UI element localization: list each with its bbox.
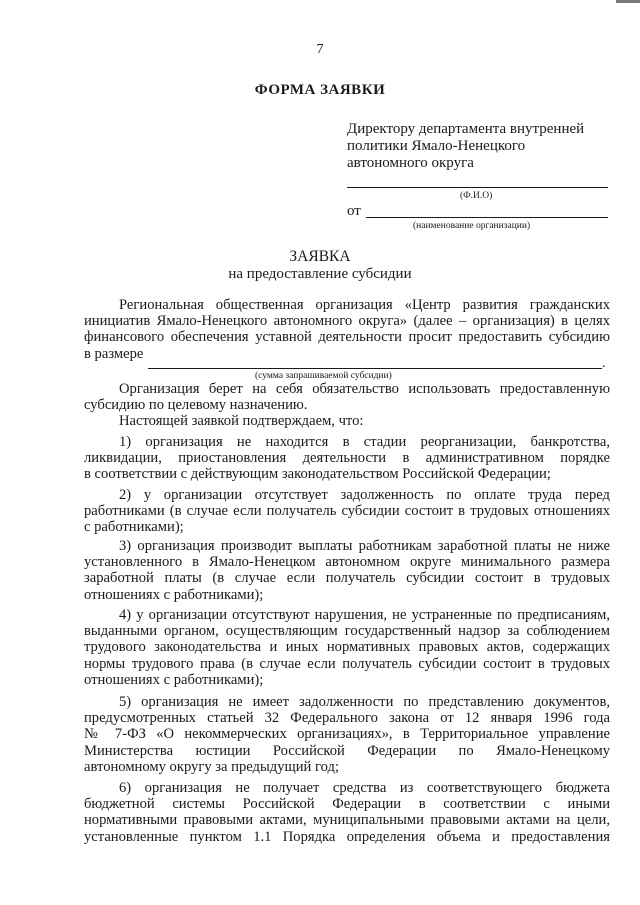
application-subtitle: на предоставление субсидии [228,266,412,282]
item-3 [84,538,610,603]
item-6 [84,780,610,845]
item-line: Министерства юстиции Российской Федерации по Ямало-Ненецкому [84,742,610,759]
item-line: трудового законодательства и иных нормативных правовых актов, содержащих [84,639,610,656]
organization-fill-line [366,217,608,218]
item-line: отношениях с работниками); [84,671,264,688]
amount-period: . [602,356,606,371]
item-line: автономному округу за предыдущий год; [84,758,339,775]
item-5 [84,694,610,775]
intro-line: инициатив Ямало-Ненецкого автономного округа» (далее – организация) в целях [84,313,610,330]
form-title: ФОРМА ЗАЯВКИ [254,82,386,98]
item-1 [84,434,610,483]
item-line: отношениях с работниками); [84,586,264,603]
item-line: 4) у организации отсутствуют нарушения, не устраненные по предписаниям, [119,607,610,623]
organization-caption: (наименование организации) [413,221,531,231]
obligation-block [84,381,610,430]
item-line: 6) организация не получает средства из соответствующего бюджета [119,780,610,796]
addressee-line-1: Директору департамента внутренней [347,121,585,137]
item-line: 5) организация не имеет задолженности по представлению документов, [119,694,610,710]
amount-caption: (сумма запрашиваемой субсидии) [255,371,392,381]
from-label: от [347,203,361,219]
addressee-line-3: автономного округа [347,155,474,171]
item-line: с работниками); [84,519,184,536]
item-line: 2) у организации отсутствует задолженность по оплате труда перед [119,487,610,503]
page-number: 7 [316,42,324,57]
fio-fill-line [347,187,608,188]
confirm-line: Настоящей заявкой подтверждаем, что: [119,413,364,430]
item-line: установленные пунктом 1.1 Порядка определения объема и предоставления [84,828,610,845]
item-line: выданными органом, осуществляющим государственный надзор за соблюдением [84,623,610,640]
item-line: ликвидации, приостановления деятельности в административном порядке [84,450,610,467]
addressee-line-2: политики Ямало-Ненецкого [347,138,526,154]
item-4 [84,607,610,688]
intro-line: в размере [84,345,144,362]
intro-line: Региональная общественная организация «Центр развития гражданских [119,297,610,313]
item-line: № 7-ФЗ «О некоммерческих организациях», в Территориальное управление [84,726,610,743]
item-line: предусмотренных статьей 32 Федерального закона от 12 января 1996 года [84,710,610,727]
obligation-line: субсидию по целевому назначению. [84,397,308,414]
item-line: бюджетной системы Российской Федерации в соответствии с иными [84,796,610,813]
amount-fill-line [148,368,602,369]
obligation-line: Организация берет на себя обязательство использовать предоставленную [119,381,610,397]
scan-edge-mark [616,0,640,3]
item-line: 1) организация не находится в стадии реорганизации, банкротства, [119,434,610,450]
item-2 [84,487,610,536]
fio-caption: (Ф.И.О) [460,191,493,201]
item-line: нормативными правовыми актами, муниципальными правовыми актами на цели, [84,812,610,829]
item-line: установленного в Ямало-Ненецком автономном округе минимального размера [84,554,610,571]
item-line: 3) организация производит выплаты работникам заработной платы не ниже [119,538,610,554]
item-line: заработной платы (в случае если получатель субсидии состоит в трудовых [84,570,610,587]
item-line: нормы трудового права (в случае если получатель субсидии состоит в трудовых [84,655,610,672]
document-body [84,297,610,362]
item-line: в соответствии с действующим законодательством Российской Федерации; [84,466,551,483]
item-line: работниками (в случае если получатель субсидии состоит в трудовых отношениях [84,503,610,520]
application-title: ЗАЯВКА [289,248,351,265]
intro-line: финансового обеспечения уставной деятельности просит предоставить субсидию [84,329,610,346]
